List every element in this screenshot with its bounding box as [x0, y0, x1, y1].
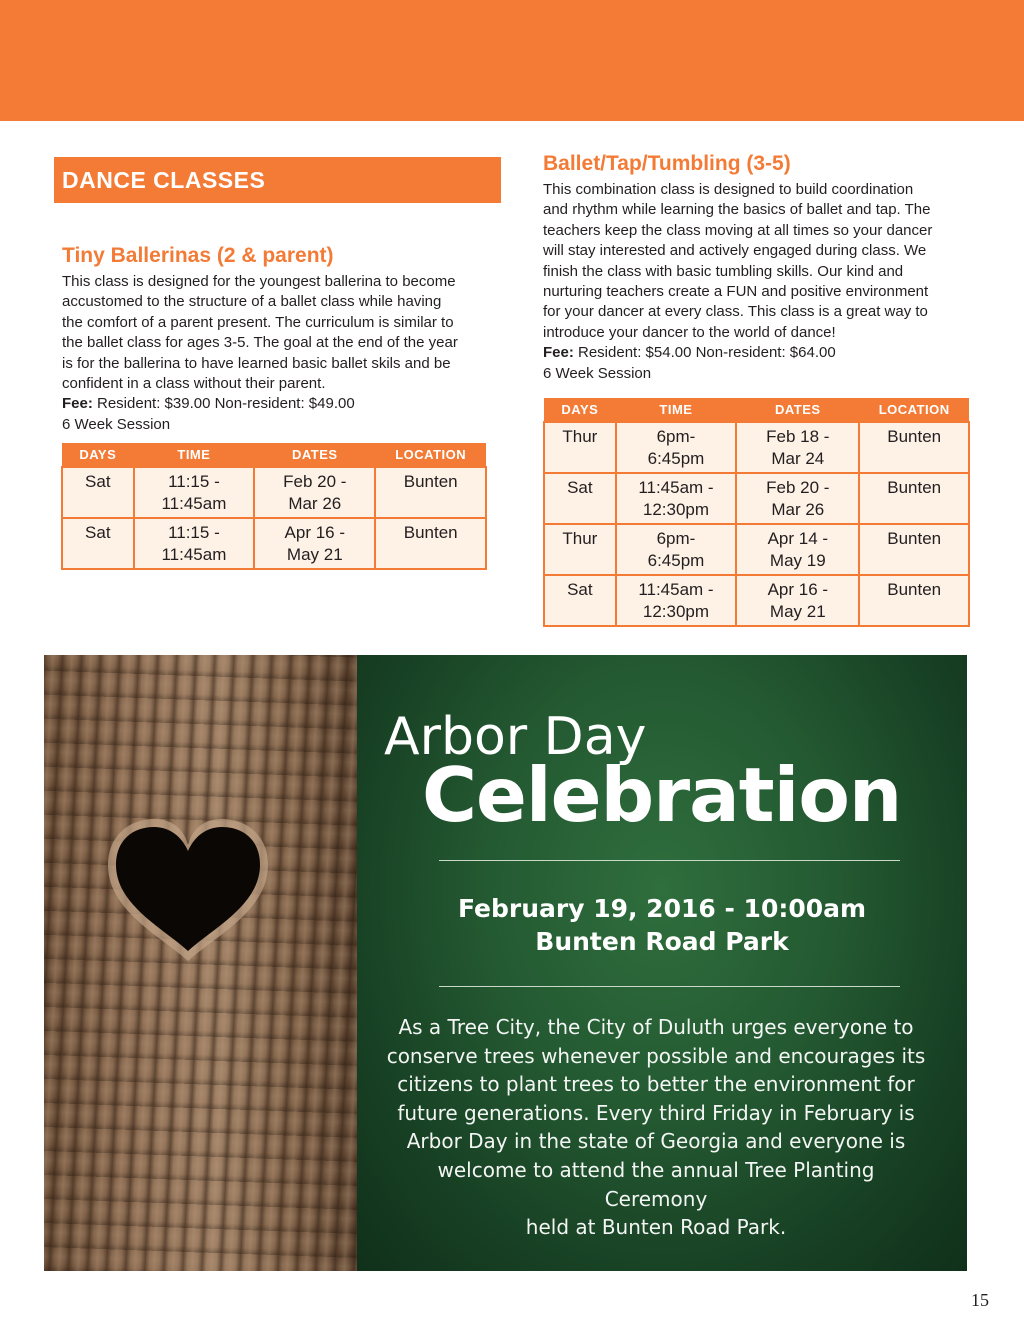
time-cell: 11:45am - 12:30pm	[616, 473, 737, 524]
time-header: TIME	[134, 443, 255, 467]
description-line: finish the class with basic tumbling skills. Our kind and	[543, 262, 904, 280]
fee-label: Fee:	[62, 395, 93, 413]
description-line: is for the ballerina to have learned basic ballet skils and be	[62, 354, 451, 372]
day-cell: Sat	[544, 473, 616, 524]
description-line: for your dancer at every class. This class is a great way to	[543, 303, 928, 321]
description-line: citizens to plant trees to better the environment for	[397, 1072, 915, 1097]
ballet-tap-schedule	[543, 398, 970, 627]
description-line: nurturing teachers create a FUN and positive environment	[543, 283, 929, 301]
location-header: LOCATION	[859, 398, 969, 422]
description-line: the ballet class for ages 3-5. The goal at the end of the year	[62, 334, 458, 352]
fee-text: Resident: $39.00 Non-resident: $49.00	[92, 395, 355, 413]
location-cell: Bunten	[375, 467, 486, 518]
description-line: future generations. Every third Friday in February is	[397, 1100, 915, 1125]
location-cell: Bunten	[859, 524, 969, 575]
description-line: As a Tree City, the City of Duluth urges everyone to	[398, 1015, 914, 1039]
event-description	[384, 1013, 928, 1242]
day-cell: Sat	[544, 575, 616, 626]
table-row	[544, 473, 969, 524]
days-header: DAYS	[544, 398, 616, 422]
description-line: conserve trees whenever possible and encourages its	[386, 1043, 926, 1068]
description-line: teachers keep the class moving at all times so your dancer	[543, 221, 933, 239]
section-title: DANCE CLASSES	[62, 167, 266, 193]
location-cell: Bunten	[859, 473, 969, 524]
location-cell: Bunten	[375, 518, 486, 569]
fee-text: Resident: $54.00 Non-resident: $64.00	[573, 344, 836, 362]
dates-cell: Feb 18 - Mar 24	[736, 422, 859, 473]
dates-header: DATES	[254, 443, 375, 467]
description-line: This combination class is designed to build coordination	[543, 181, 914, 198]
time-cell: 11:15 - 11:45am	[134, 518, 255, 569]
divider	[439, 860, 900, 861]
arbor-title-line1: Arbor Day	[384, 707, 647, 767]
days-header: DAYS	[62, 443, 134, 467]
schedule-header-row	[544, 398, 969, 422]
tiny-ballerinas-title: Tiny Ballerinas (2 & parent)	[62, 244, 334, 267]
description-line: welcome to attend the annual Tree Planting Ceremony	[437, 1157, 875, 1211]
ballet-tap-title: Ballet/Tap/Tumbling (3-5)	[543, 152, 791, 175]
description-line: introduce your dancer to the world of dance!	[543, 323, 836, 341]
time-cell: 11:15 - 11:45am	[134, 467, 255, 518]
time-header: TIME	[616, 398, 737, 422]
table-row	[62, 467, 486, 518]
fee-line	[62, 394, 492, 414]
description-line: held at Bunten Road Park.	[525, 1215, 787, 1240]
table-row	[62, 518, 486, 569]
ballet-tap-description	[543, 180, 973, 384]
divider	[439, 986, 900, 987]
dates-cell: Apr 16 - May 21	[254, 518, 375, 569]
time-cell: 11:45am - 12:30pm	[616, 575, 737, 626]
day-cell: Thur	[544, 524, 616, 575]
description-line: confident in a class without their parent.	[62, 375, 326, 393]
table-row	[544, 575, 969, 626]
description-line: This class is designed for the youngest ballerina to become	[62, 273, 456, 290]
session-length: 6 Week Session	[62, 415, 171, 433]
tree-bark-image	[44, 655, 357, 1271]
location-cell: Bunten	[859, 575, 969, 626]
table-row	[544, 422, 969, 473]
session-length: 6 Week Session	[543, 364, 652, 382]
dates-header: DATES	[736, 398, 859, 422]
time-cell: 6pm- 6:45pm	[616, 422, 737, 473]
dates-cell: Apr 14 - May 19	[736, 524, 859, 575]
header-band	[0, 0, 1024, 121]
event-date: February 19, 2016 - 10:00am	[457, 894, 867, 923]
day-cell: Thur	[544, 422, 616, 473]
heart-hole-icon	[102, 815, 274, 965]
arbor-day-panel	[44, 655, 967, 1271]
description-line: the comfort of a parent present. The curriculum is similar to	[62, 313, 454, 331]
page-number: 15	[971, 1290, 989, 1310]
description-line: Arbor Day in the state of Georgia and everyone is	[406, 1129, 906, 1154]
table-row	[544, 524, 969, 575]
event-location: Bunten Road Park	[535, 927, 789, 956]
dates-cell: Apr 16 - May 21	[736, 575, 859, 626]
dates-cell: Feb 20 - Mar 26	[254, 467, 375, 518]
location-header: LOCATION	[375, 443, 486, 467]
tiny-ballerinas-schedule	[61, 443, 487, 570]
description-line: will stay interested and actively engaged during class. We	[543, 242, 927, 260]
fee-line	[543, 343, 973, 363]
tiny-ballerinas-description	[62, 272, 492, 435]
location-cell: Bunten	[859, 422, 969, 473]
description-line: accustomed to the structure of a ballet class while having	[62, 293, 442, 311]
section-banner	[54, 157, 501, 203]
time-cell: 6pm- 6:45pm	[616, 524, 737, 575]
dates-cell: Feb 20 - Mar 26	[736, 473, 859, 524]
day-cell: Sat	[62, 467, 134, 518]
schedule-header-row	[62, 443, 486, 467]
fee-label: Fee:	[543, 344, 574, 362]
description-line: and rhythm while learning the basics of ballet and tap. The	[543, 201, 931, 219]
arbor-title-line2: Celebration	[422, 751, 902, 839]
day-cell: Sat	[62, 518, 134, 569]
